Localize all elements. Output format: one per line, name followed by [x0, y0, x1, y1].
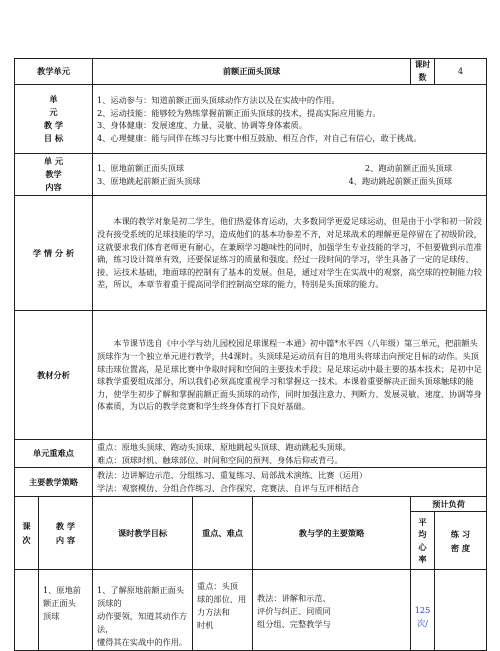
keypoint-line: 难点：顶球时机、触球部位、时间和空间的预判、身体后仰或背弓。: [97, 454, 343, 465]
col-content-header: 教 学 内 容: [39, 496, 93, 570]
analysis-label: 学 情 分 析: [15, 196, 93, 311]
content-item: 1、原地前额正面头顶球: [97, 163, 185, 174]
goal-item: 4、心理健康：能与同伴在练习与比赛中相互鼓励、相互合作，对自己有信心，敢于挑战。: [97, 132, 422, 143]
col-goal-header: 课时教学目标: [93, 496, 193, 570]
lesson-strategy-cell: 教法：讲解和示范、 评价与纠正、同质同 组分组、完整教学与: [253, 570, 411, 651]
strategy-line: 学法：观察模仿、分组合作练习、合作探究、竞赛法、自评与互评相结合: [97, 482, 360, 493]
col-density-header: 练 习 密 度: [435, 512, 487, 570]
header-row: [15, 59, 487, 85]
lesson-density-cell: [435, 570, 487, 651]
content-item: 2、跑动前额正面头顶球: [364, 163, 453, 174]
goal-item: 2、运动技能：能够较为熟练掌握前额正面头顶球的技术，提高实际应用能力。: [97, 107, 381, 118]
keypoint-line: 重点：原地头顶球、跑动头顶球、原地跳起头顶球、跑动跳起头顶球。: [97, 442, 351, 453]
analysis-text: 本课的教学对象是初二学生，他们热爱体育运动，大多数同学更爱足球运动，但是由于小学和初一阶段没有接受系统的足球技能的学习，造成他们的基本功参差不齐，对足球战术的理解更是停留在了初级阶段，这就要求我们体育老师更有耐心，在兼顾学习趣味性的同时，加强学生专业技能的学习，不但要做到示范准确，练习设计简单有效，还要保证练习的质量和强度。经过一段时间的学习，学生具备了一定的足球传、接、运技术基础，地面球的控制有了基本的发展。但是，通过对学生在实战中的观察，高空球的控制能力较差，所以，本章节着重于提高同学们控制高空球的能力，特别是头顶球的能力。: [97, 216, 482, 290]
content-label: 单 元 教学 内容: [15, 154, 93, 196]
material-text: 本节课节选自《中小学与幼儿园校园足球课程一本通》初中篇*水平四（八年级）第三单元，把前额头顶球作为一个独立单元进行教学，共4课时。头顶球是运动员有目的地用头将球击向预定目标的动作。头顶球击球位置高，是足球比赛中争取时间和空间的主要技术手段；是足球运动中最主要的基本技术；是初中足球教学重要组成部分，所以我们必须高度重视学习和掌握这一技术。本课着重要解决正面头顶球触球的能力，使学生初步了解和掌握前额正面头顶球的动作，同时加强注意力、判断力、发展灵敏、速度、协调等身体素质，为以后的教学竞赛和学生终身体育打下良好基础。: [97, 338, 482, 412]
analysis-text-cell: [93, 196, 487, 311]
goal-item: 3、身体健康：发展速度、力量、灵敏、协调等身体素质。: [97, 120, 307, 131]
lesson-goal-cell: 1、了解原地前额正面头顶球的 动作要领，知道其动作方法， 懂得其在实战中的作用。: [93, 570, 193, 651]
lesson-number-cell: [15, 570, 39, 651]
material-label: 教材分析: [15, 311, 93, 440]
material-row: [15, 311, 487, 440]
lesson-key-cell: 重点：头顶 球的部位、用 力方法和 时机: [193, 570, 253, 651]
keypoints-row: [15, 440, 487, 468]
unit-plan-table: [14, 58, 487, 651]
col-key-header: 重点、难点: [193, 496, 253, 570]
hours-label: 课时数: [411, 59, 435, 85]
strategy-label: 主要教学策略: [15, 468, 93, 496]
material-text-cell: [93, 311, 487, 440]
col-strategy-header: 教与学的主要策略: [253, 496, 411, 570]
hours-value: 4: [435, 59, 487, 85]
col-load-header: 预计负荷: [411, 496, 487, 512]
col-lesson-header: 课 次: [15, 496, 39, 570]
content-row: [15, 154, 487, 196]
keypoints-label: 单元重难点: [15, 440, 93, 468]
strategy-line: 教法：边讲解边示范、分组练习、重复练习、局部战术演练、比赛（运用）: [97, 470, 368, 481]
unit-value: 前额正面头顶球: [93, 59, 411, 85]
goals-label: 单 元 教 学 目 标: [15, 85, 93, 154]
goal-item: 1、运动参与：知道前额正面头顶球动作方法以及在实战中的作用。: [97, 95, 340, 105]
content-list: [93, 154, 487, 196]
analysis-row: [15, 196, 487, 311]
goals-row: [15, 85, 487, 154]
lesson-header-row-1: [15, 496, 487, 512]
keypoints-cell: [93, 440, 487, 468]
unit-label: 教学单元: [15, 59, 93, 85]
goals-list: [93, 85, 487, 154]
strategy-row: [15, 468, 487, 496]
lesson-row-1: [15, 570, 487, 651]
strategy-cell: [93, 468, 487, 496]
lesson-content-cell: 1、原地前 额正面头 顶球: [39, 570, 93, 651]
col-hr-header: 平 均 心 率: [411, 512, 435, 570]
content-item: 3、原地跳起前额正面头顶球: [97, 175, 201, 186]
lesson-hr-cell: 125 次/: [411, 570, 435, 651]
content-item: 4、跑动跳起前额正面头顶球: [348, 175, 453, 186]
